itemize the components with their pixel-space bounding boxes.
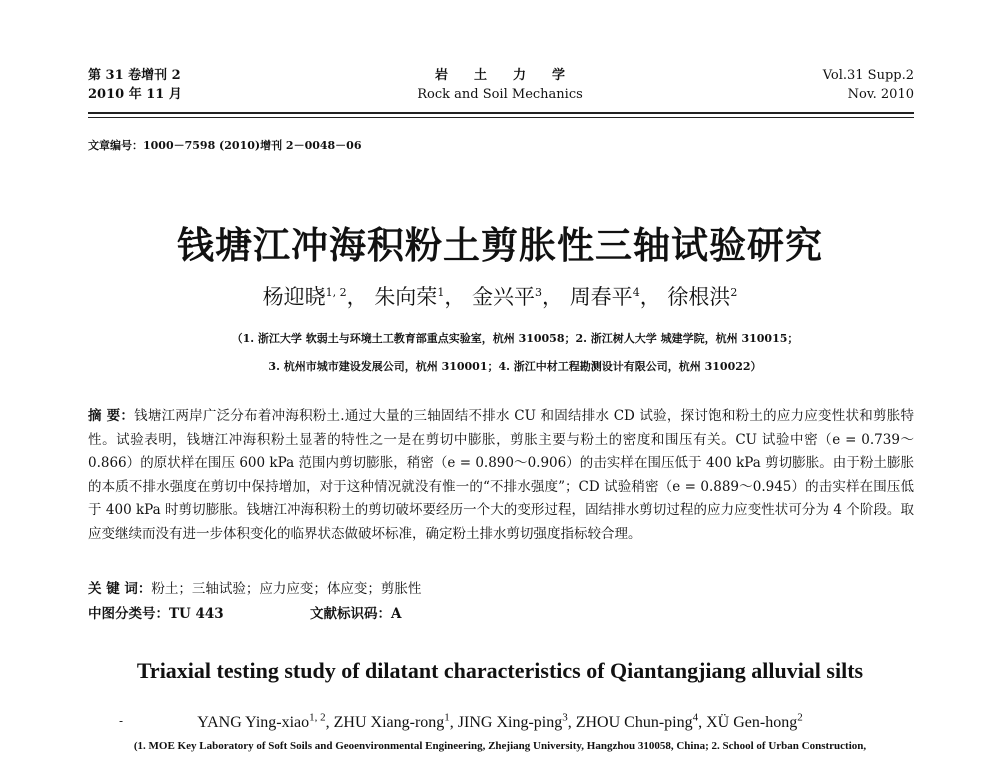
author-en: JING Xing-ping$^3$, (457, 712, 576, 732)
stray-mark: - (119, 714, 124, 728)
keywords-text: 粉土；三轴试验；应力应变；体应变；剪胀性 (151, 581, 422, 597)
keywords (88, 577, 421, 597)
volume-supp: Vol.31 Supp.2 (822, 68, 914, 83)
header-left (88, 66, 182, 104)
header-rule-thick (88, 112, 914, 114)
affiliations-cn (150, 329, 880, 376)
doc-code-value: A (391, 606, 402, 622)
author-cn: 朱向荣$^1$， (374, 285, 466, 309)
header-rule-thin (88, 117, 914, 118)
affiliations-en: (1. MOE Key Laboratory of Soft Soils and Geoenvironmental Engineering, Zhejiang University, Hangzhou 310058, China; 2. School of Urban Construction, (133, 740, 867, 752)
journal-header (380, 66, 620, 104)
classification-number (88, 602, 224, 622)
affiliation-line: 3. 杭州市城市建设发展公司，杭州 310001；4. 浙江中材工程勘测设计有限公司，杭州 310022） (268, 360, 762, 373)
affiliation-line: （1. 浙江大学 软弱土与环境土工教育部重点实验室，杭州 310058；2. 浙江树人大学 城建学院，杭州 310015； (231, 332, 799, 345)
journal-name-cn: 岩土力学 (434, 68, 591, 83)
clc-label: 中图分类号： (88, 606, 169, 622)
publication-date: 2010 年 11 月 (88, 87, 182, 102)
abstract-label: 摘 要： (88, 408, 135, 424)
journal-name-en: Rock and Soil Mechanics (417, 87, 583, 102)
document-code (310, 602, 401, 622)
author-en: ZHU Xiang-rong$^1$, (333, 712, 458, 732)
author-cn: 周春平$^4$， (569, 285, 661, 309)
title-en: Triaxial testing study of dilatant characteristics of Qiantangjiang alluvial silts (136, 658, 864, 683)
author-cn: 杨迎晓$^{1, 2}$， (262, 285, 368, 309)
author-cn: 金兴平$^3$， (472, 285, 563, 309)
volume-issue: 第 31 卷增刊 2 (88, 68, 181, 83)
article-number: 文章编号：1000－7598 (2010)增刊 2－0048－06 (88, 139, 362, 152)
doc-code-label: 文献标识码： (310, 606, 391, 622)
header-right (720, 66, 914, 104)
abstract (88, 405, 914, 546)
author-cn: 徐根洪$^2$ (667, 285, 738, 309)
authors-en (60, 712, 940, 732)
title-cn: 钱塘江冲海积粉土剪胀性三轴试验研究 (177, 224, 823, 267)
author-en: YANG Ying-xiao$^{1, 2}$, (197, 712, 334, 732)
publication-month: Nov. 2010 (847, 87, 914, 102)
author-en: ZHOU Chun-ping$^4$, (575, 712, 707, 732)
clc-value: TU 443 (169, 606, 224, 622)
authors-cn (60, 281, 940, 311)
keywords-label: 关 键 词： (88, 581, 152, 597)
abstract-text: 钱塘江两岸广泛分布着冲海积粉土.通过大量的三轴固结不排水 CU 和固结排水 CD 试验，探讨饱和粉土的应力应变性状和剪胀特性。试验表明，钱塘江冲海积粉土显著的特性之一是在剪切中膨胀，剪胀主要与粉土的密度和围压有关。CU 试验中密（e = 0.739～0.866）的原状样在围压 600 kPa 范围内剪切膨胀，稍密（e = 0.890～0.906）的击实样在围压低于 400 kPa 剪切膨胀。由于粉土膨胀的本质不排水强度在剪切中保持增加，对于这种情况就没有惟一的“不排水强度”；CD 试验稍密（e = 0.889～0.945）的击实样在围压低于 400 kPa 时剪切膨胀。钱塘江冲海积粉土的剪切破坏要经历一个大的变形过程，固结排水剪切过程的应力应变性状可分为 4 个阶段。取应变继续而没有进一步体积变化的临界状态做破坏标准，确定粉土排水剪切强度指标较合理。 (88, 408, 914, 542)
author-en: XÜ Gen-hong$^2$ (706, 712, 803, 732)
